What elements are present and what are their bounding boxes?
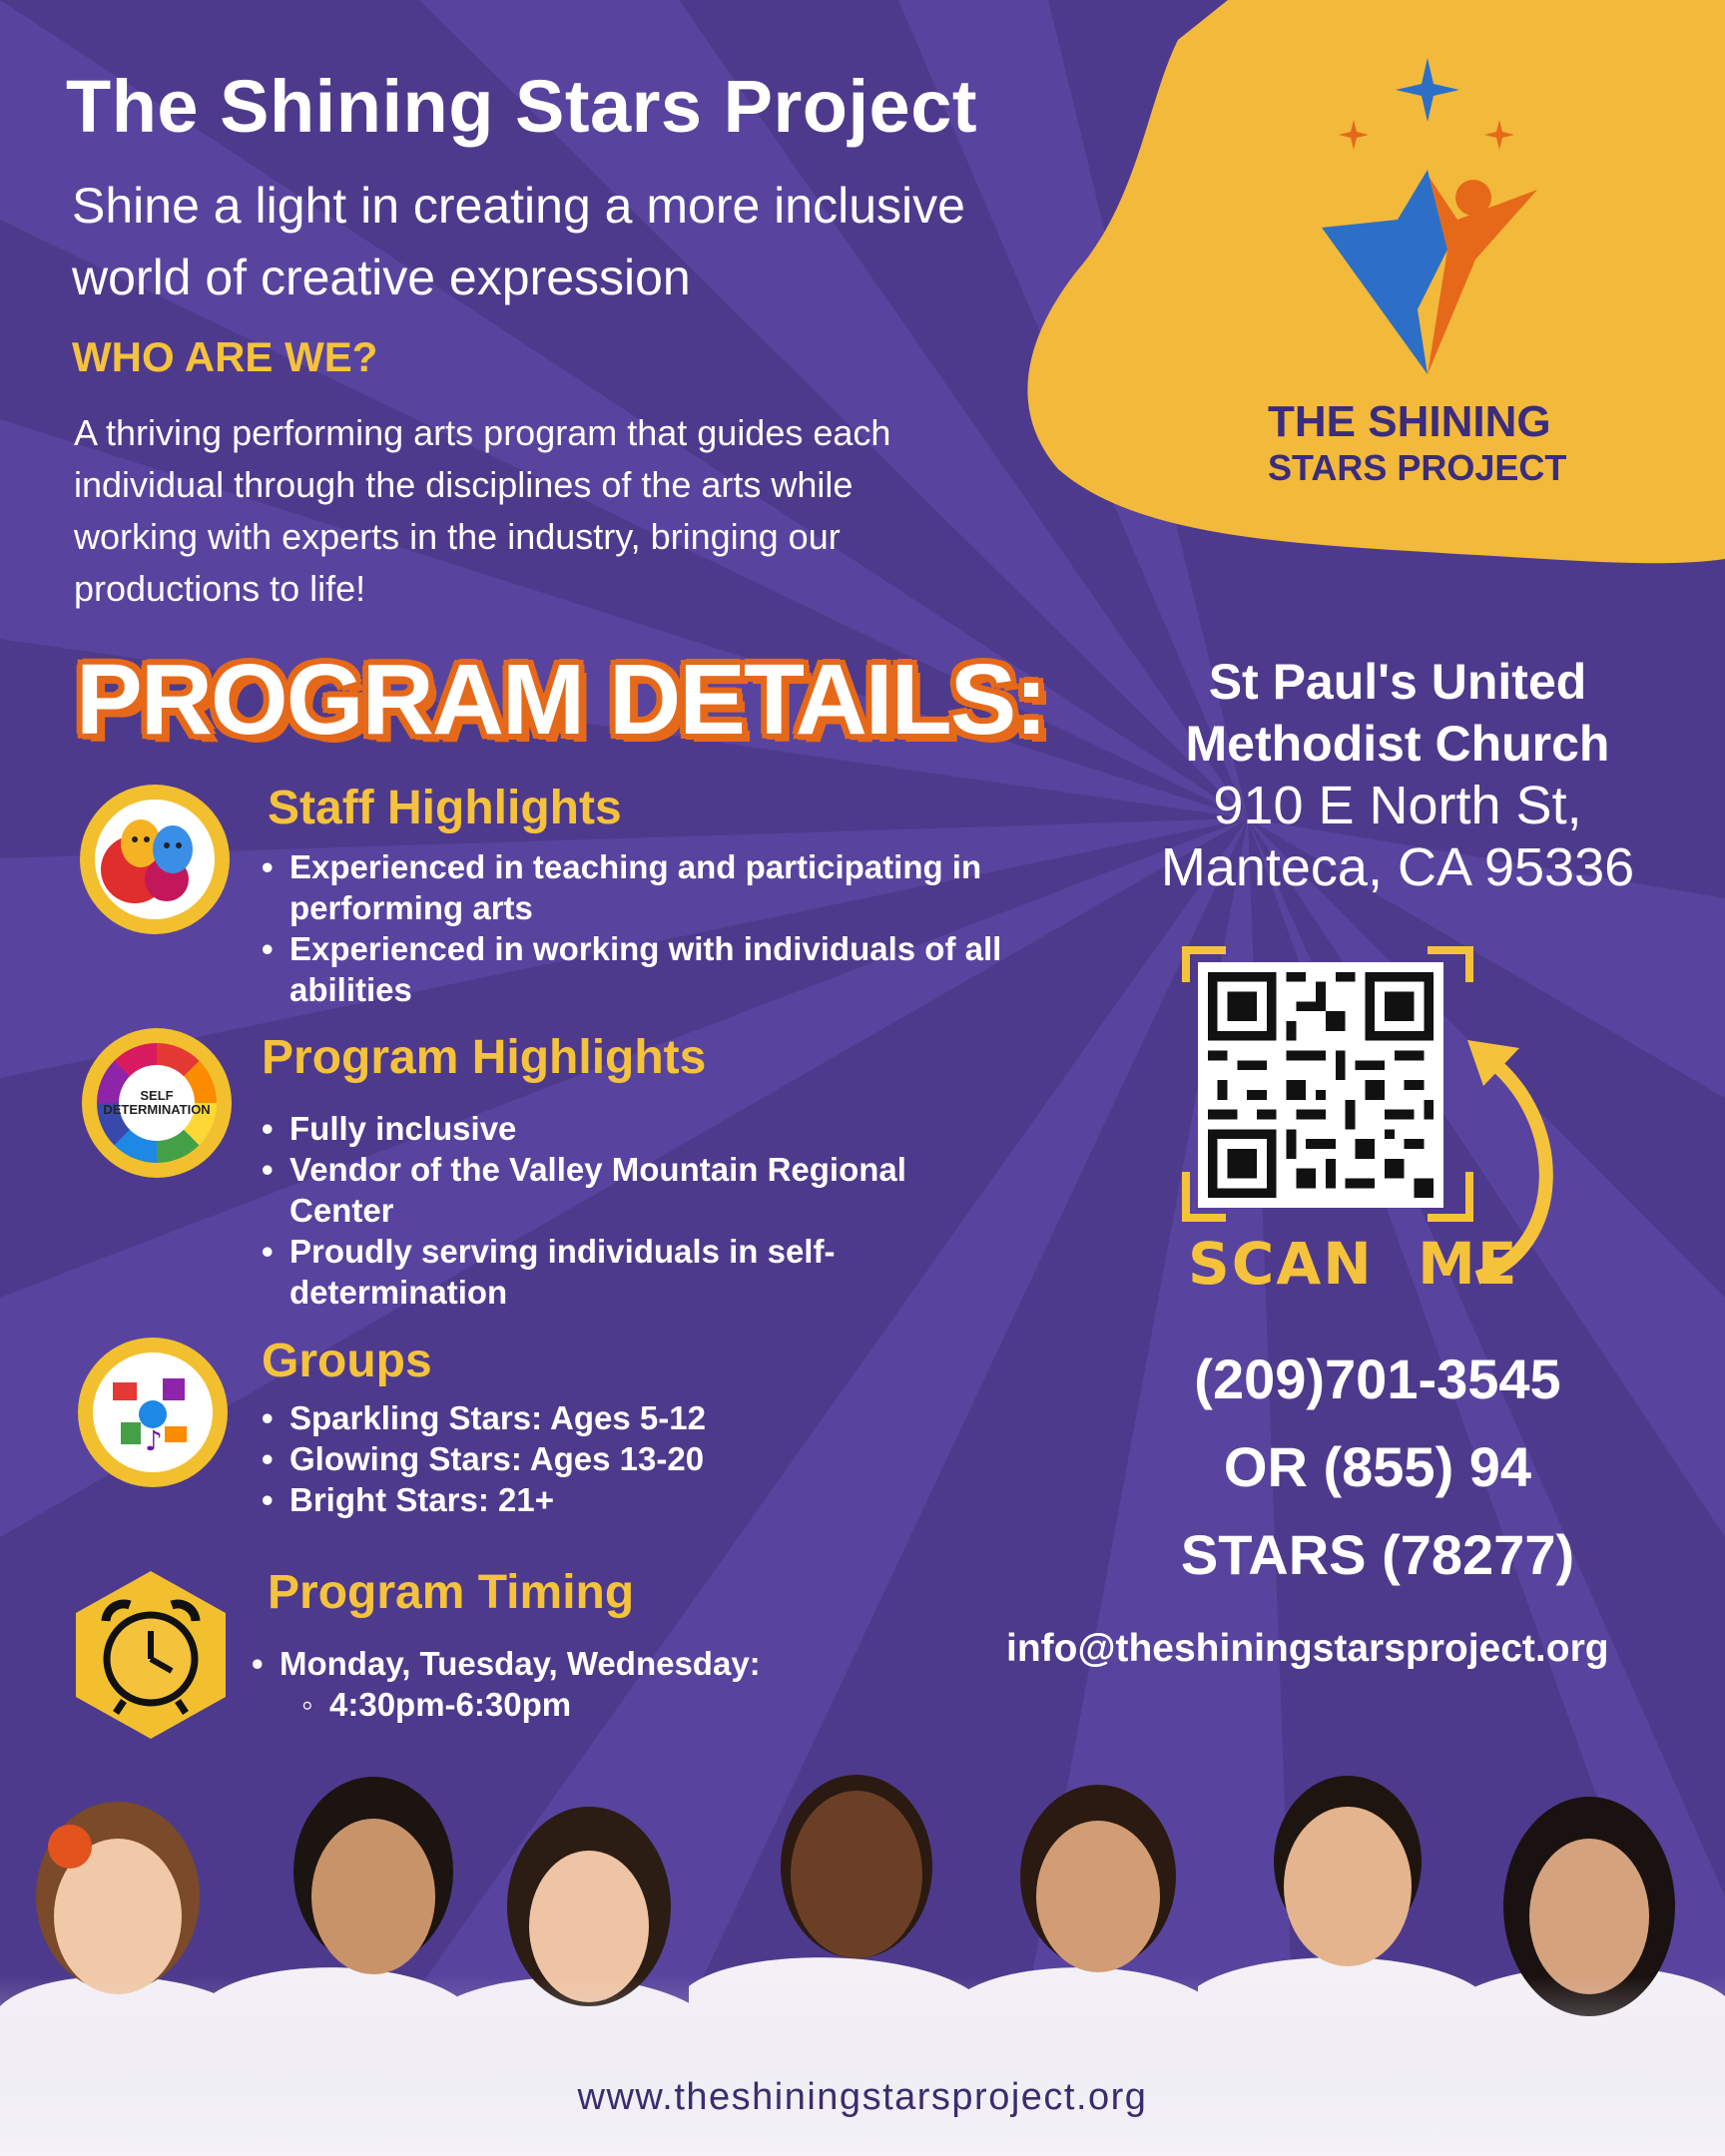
list-item: • Monday, Tuesday, Wednesday: bbox=[252, 1643, 1010, 1684]
qr-code[interactable] bbox=[1198, 962, 1443, 1208]
phone-numbers bbox=[1098, 1336, 1657, 1599]
page-subtitle: Shine a light in creating a more inclusive world of creative expression bbox=[72, 178, 965, 305]
star-logo-icon bbox=[1308, 50, 1577, 379]
self-determination-icon bbox=[103, 1065, 211, 1141]
address-line-2: Manteca, CA 95336 bbox=[1160, 837, 1635, 897]
list-item: • Bright Stars: 21+ bbox=[262, 1479, 980, 1520]
email-link[interactable]: info@theshiningstarsproject.org bbox=[1006, 1627, 1609, 1670]
program-badge bbox=[82, 1028, 232, 1178]
timing-list bbox=[252, 1643, 1010, 1725]
list-item: • Vendor of the Valley Mountain Regional Center bbox=[262, 1149, 980, 1231]
list-item: • Fully inclusive bbox=[262, 1108, 980, 1149]
list-subitem: ◦ 4:30pm-6:30pm bbox=[252, 1684, 1010, 1725]
groups-badge bbox=[78, 1338, 228, 1487]
theater-masks-icon bbox=[95, 800, 215, 919]
page-title: The Shining Stars Project bbox=[66, 65, 978, 148]
groups-list bbox=[262, 1397, 980, 1520]
alarm-clock-icon bbox=[76, 1571, 226, 1739]
section-title-timing: Program Timing bbox=[268, 1566, 635, 1619]
program-details-heading: PROGRAM DETAILS: bbox=[76, 644, 1046, 756]
logo-line-1: THE SHINING bbox=[1268, 397, 1551, 446]
staff-badge bbox=[80, 785, 230, 934]
scan-me-label: SCAN ME bbox=[1188, 1230, 1519, 1298]
section-title-staff: Staff Highlights bbox=[268, 782, 622, 834]
list-item: • Glowing Stars: Ages 13-20 bbox=[262, 1438, 980, 1479]
svg-text:♪: ♪ bbox=[145, 1424, 163, 1457]
arts-collage-icon bbox=[93, 1352, 213, 1472]
website-link[interactable]: www.theshiningstarsproject.org bbox=[577, 2076, 1148, 2118]
logo-line-2: STARS PROJECT bbox=[1268, 447, 1567, 488]
section-title-groups: Groups bbox=[262, 1335, 432, 1387]
list-item: • Sparkling Stars: Ages 5-12 bbox=[262, 1397, 980, 1438]
about-text: A thriving performing arts program that guides each individual through the disciplines of the arts while working with experts in the industry, bringing our productions to life! bbox=[74, 412, 891, 609]
phone-line-1[interactable]: (209)701-3545 bbox=[1194, 1348, 1561, 1410]
list-item: • Proudly serving individuals in self-determination bbox=[262, 1231, 980, 1313]
self-determination-label: SELF DETERMINATION bbox=[103, 1088, 211, 1117]
church-address bbox=[1078, 775, 1717, 898]
phone-line-3[interactable]: STARS (78277) bbox=[1180, 1523, 1575, 1586]
church-name bbox=[1078, 651, 1717, 775]
church-name-line-1: St Paul's United bbox=[1208, 654, 1587, 710]
church-name-line-2: Methodist Church bbox=[1185, 716, 1610, 772]
about-heading: WHO ARE WE? bbox=[72, 333, 378, 380]
address-line-1: 910 E North St, bbox=[1213, 776, 1582, 835]
phone-line-2[interactable]: OR (855) 94 bbox=[1223, 1435, 1532, 1498]
program-list bbox=[262, 1108, 980, 1313]
list-item: • Experienced in teaching and participating in performing arts bbox=[262, 846, 1020, 928]
qr-code-icon bbox=[1198, 962, 1443, 1208]
staff-list bbox=[262, 846, 1020, 1010]
list-item: • Experienced in working with individuals of all abilities bbox=[262, 928, 1020, 1010]
logo-text bbox=[1268, 399, 1566, 491]
section-title-program: Program Highlights bbox=[262, 1031, 707, 1084]
